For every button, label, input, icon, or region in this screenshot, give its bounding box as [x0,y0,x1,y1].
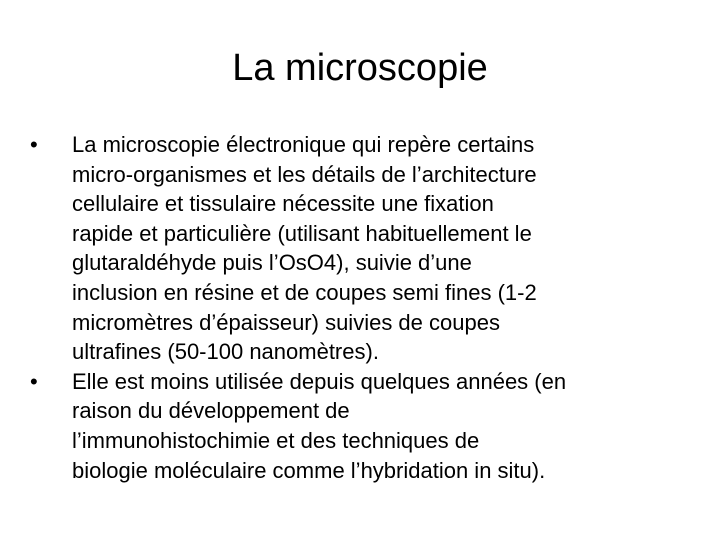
bullet-item-usage-decline [26,367,696,485]
bullet-text: La microscopie électronique qui repère certains micro-organismes et les détails de l’architecture cellulaire et tissulaire nécessite une fixation rapide et particulière (utilisant habituellement le glutaraldéhyde puis l’OsO4), suivie d’une inclusion en résine et de coupes semi fines (1-2 micromètres d’épaisseur) suivies de coupes ultrafines (50-100 nanomètres). [72,132,537,365]
bullet-text: Elle est moins utilisée depuis quelques années (en raison du développement de l’immunohistochimie et des techniques de biologie moléculaire comme l’hybridation in situ). [72,368,567,483]
bullet-list [26,130,696,485]
bullet-icon: • [30,368,38,394]
slide-title: La microscopie [232,47,488,89]
bullet-icon: • [30,132,38,157]
bullet-item-electron-microscopy [26,130,696,367]
